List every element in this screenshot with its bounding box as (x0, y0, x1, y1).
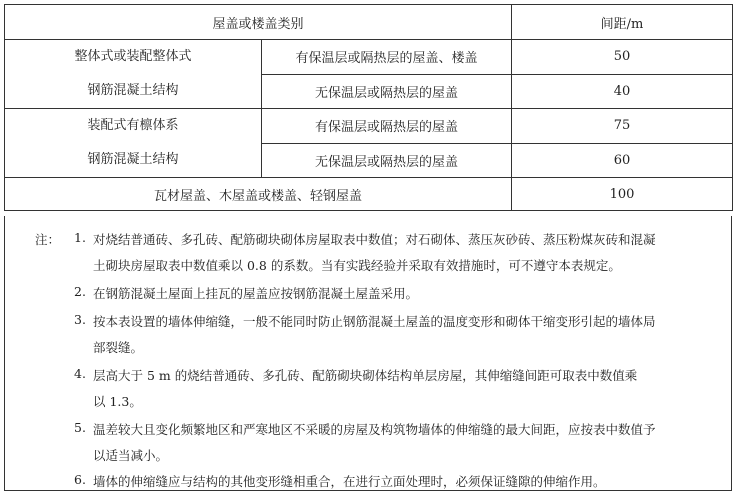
row-value: 100 (512, 178, 733, 211)
note-text: 按本表设置的墙体伸缩缝，一般不能同时防止钢筋混凝土屋盖的温度变形和砌体干缩变形引起的墙体局 (93, 314, 656, 329)
note-text: 土砌块房屋取表中数值乘以 0.8 的系数。当有实践经验并采取有效措施时，可不遵守本表规定。 (93, 258, 621, 273)
table-row (5, 109, 733, 144)
header-category: 屋盖或楼盖类别 (5, 5, 512, 40)
table-header-row (5, 5, 733, 40)
note-text: 层高大于 5 m 的烧结普通砖、多孔砖、配筋砌块砌体结构单层房屋，其伸缩缝间距可取表中数值乘 (93, 368, 638, 383)
note-text: 墙体的伸缩缝应与结构的其他变形缝相重合，在进行立面处理时，必须保证缝隙的伸缩作用。 (93, 474, 606, 489)
note-number: 4. (74, 366, 86, 381)
note-number: 6. (74, 472, 86, 487)
group-label-line: 钢筋混凝土结构 (87, 152, 179, 167)
row-desc: 有保温层或隔热层的屋盖 (262, 109, 512, 144)
row-value: 40 (512, 74, 733, 109)
group-label-line: 钢筋混凝土结构 (87, 83, 179, 98)
spacing-table (4, 4, 733, 211)
group-label (5, 109, 262, 178)
row-value: 50 (512, 40, 733, 75)
note-number: 5. (74, 420, 86, 435)
table-row (5, 178, 733, 211)
row-value: 60 (512, 143, 733, 178)
note-text: 部裂缝。 (93, 340, 144, 355)
note-text: 在钢筋混凝土屋面上挂瓦的屋盖应按钢筋混凝土屋盖采用。 (93, 286, 419, 301)
row-desc: 有保温层或隔热层的屋盖、楼盖 (262, 40, 512, 75)
header-spacing: 间距/m (512, 5, 733, 40)
row-value: 75 (512, 109, 733, 144)
note-number: 2. (74, 284, 86, 299)
group-label-line: 装配式有檩体系 (87, 118, 179, 133)
row-desc: 无保温层或隔热层的屋盖 (262, 143, 512, 178)
note-number: 3. (74, 312, 86, 327)
notes-lead: 注： (35, 232, 61, 247)
row-desc: 无保温层或隔热层的屋盖 (262, 74, 512, 109)
note-text: 对烧结普通砖、多孔砖、配筋砌块砌体房屋取表中数值；对石砌体、蒸压灰砂砖、蒸压粉煤灰砖和混凝 (93, 232, 656, 247)
note-text: 以 1.3。 (93, 394, 142, 409)
note-text: 以适当减小。 (93, 448, 169, 463)
table-row (5, 40, 733, 75)
note-text: 温差较大且变化频繁地区和严寒地区不采暖的房屋及构筑物墙体的伸缩缝的最大间距，应按表中数值予 (93, 422, 656, 437)
row-desc: 瓦材屋盖、木屋盖或楼盖、轻钢屋盖 (5, 178, 512, 211)
group-label-line: 整体式或装配整体式 (74, 49, 192, 64)
group-label (5, 40, 262, 109)
note-number: 1. (74, 230, 86, 245)
notes-section (4, 216, 732, 491)
